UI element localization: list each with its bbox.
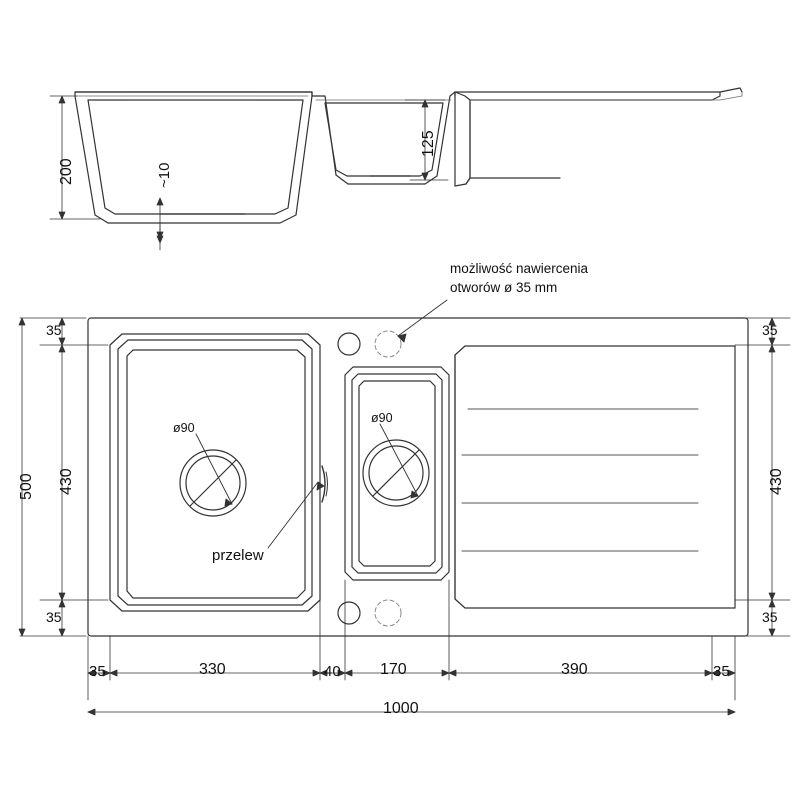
dim-top-margin-right: 35 bbox=[762, 322, 778, 338]
dim-depth-small-bowl: 125 bbox=[420, 130, 437, 157]
dim-main-bowl-width: 330 bbox=[199, 661, 226, 678]
overflow-label: przelew bbox=[212, 547, 264, 564]
plan-outline bbox=[88, 318, 748, 636]
dim-right-margin: 35 bbox=[713, 663, 730, 680]
dim-material-thickness: ~10 bbox=[156, 162, 173, 188]
drill-annotation-line2: otworów ø 35 mm bbox=[450, 280, 558, 295]
drill-annotation-line1: możliwość nawiercenia bbox=[450, 261, 589, 276]
section-outline bbox=[75, 88, 742, 223]
dim-bowl-height-right: 430 bbox=[768, 468, 785, 495]
drain-small-label: ø90 bbox=[371, 411, 393, 425]
dim-top-margin-left: 35 bbox=[46, 322, 62, 338]
dim-total-height-left: 500 bbox=[18, 473, 35, 500]
dim-drainer-width: 390 bbox=[561, 661, 588, 678]
dim-bowl-height-left: 430 bbox=[58, 468, 75, 495]
drain-main-label: ø90 bbox=[173, 421, 195, 435]
dim-depth-main-bowl: 200 bbox=[58, 158, 75, 185]
dim-bowl-gap: 40 bbox=[324, 663, 341, 680]
dim-left-margin: 35 bbox=[89, 663, 106, 680]
dim-bottom-margin-left: 35 bbox=[46, 609, 62, 625]
dim-bottom-margin-right: 35 bbox=[762, 609, 778, 625]
dim-small-bowl-width: 170 bbox=[380, 661, 407, 678]
dim-total-width: 1000 bbox=[383, 700, 419, 717]
